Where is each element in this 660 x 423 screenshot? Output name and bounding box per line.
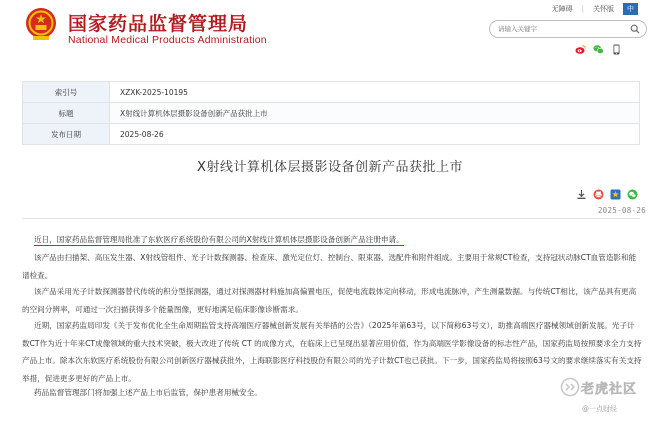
paragraph-4 (22, 317, 642, 387)
paragraph-5-text: 药品监督管理部门将加强上述产品上市后监管，保护患者用械安全。 (34, 388, 262, 397)
article-title: X射线计算机体层摄影设备创新产品获批上市 (197, 160, 463, 175)
table-row (23, 82, 640, 103)
paragraph-3 (22, 283, 642, 318)
publish-date-label: 发布日期 (23, 124, 110, 145)
print-icon[interactable] (593, 185, 604, 196)
site-title-en: National Medical Products Administration (68, 34, 267, 46)
paragraph-2-text: 该产品由扫描架、高压发生器、X射线管组件、光子计数探测器、检查床、激光定位灯、控制台、限束器、选配件和附件组成。主要用于常规CT检查，支持冠状动脉CT血管造影和能谱检查。 (22, 253, 637, 280)
social-icons (575, 40, 622, 51)
metadata-table (22, 81, 640, 145)
paragraph-5 (22, 384, 642, 402)
tiger-logo-icon (560, 377, 580, 397)
publish-date-value: 2025-08-26 (110, 124, 640, 145)
mobile-icon[interactable] (611, 40, 622, 51)
watermark (558, 375, 648, 423)
paragraph-4-text: 近期，国家药监局印发《关于发布优化全生命周期监管支持高端医疗器械创新发展有关举措的公告》（2025年第63号，以下简称63号文），助推高端医疗器械领域创新发展。光子计数CT作为近十年来CT成像领域的重大技术突破，极大改进了传统 CT 的成像方式，在临床上已呈现出显著应用价值，作为高端医学影像设备的标志性产品，国家药监局按照要求全力支持产品上市。除本次东软医疗系统股份有限公司创新医疗器械获批外，上海联影医疗科技股份有限公司的光子计数CT也已获批。下一步，国家药监局将按照63号文的要求继续落实有关支持举措，促进更多更好的产品上市。 (22, 321, 642, 383)
paragraph-2 (22, 249, 642, 284)
wechat-icon[interactable] (593, 40, 604, 51)
search-box[interactable] (489, 20, 647, 38)
share-icon[interactable] (627, 185, 638, 196)
care-mode-link[interactable]: 关怀版 (593, 5, 614, 13)
link-separator: | (581, 5, 584, 13)
index-number-label: 索引号 (23, 82, 110, 103)
site-header (0, 0, 660, 60)
article-tools (576, 185, 638, 196)
title-value: X射线计算机体层摄影设备创新产品获批上市 (110, 103, 640, 124)
table-row (23, 103, 640, 124)
favorite-icon[interactable] (610, 185, 621, 196)
site-title-cn[interactable]: 国家药品监督管理局 (68, 13, 249, 35)
language-button[interactable]: 中 (623, 3, 638, 15)
search-input[interactable] (498, 23, 628, 35)
weibo-icon[interactable] (575, 40, 586, 51)
article-date: 2025-08-26 (597, 206, 646, 215)
watermark-text: 老虎社区 (581, 382, 638, 397)
watermark-subtext: @一点财经 (582, 405, 617, 413)
table-row (23, 124, 640, 145)
accessibility-link[interactable]: 无障碍 (551, 5, 573, 13)
search-icon[interactable] (630, 24, 640, 34)
divider (22, 218, 640, 219)
title-label: 标题 (23, 103, 110, 124)
top-links (552, 3, 638, 15)
paragraph-1 (22, 231, 642, 249)
download-icon[interactable] (576, 185, 587, 196)
paragraph-3-text: 该产品采用光子计数探测器替代传统的积分型探测器，通过对探测器材料施加高偏置电压，促使电流载体定向移动，形成电流脉冲，产生测量数据。与传统CT相比，该产品具有更高的空间分辨率，可通过一次扫描获得多个能量图像，更好地满足临床影像诊断需求。 (22, 287, 637, 314)
index-number-value: XZXK-2025-10195 (110, 82, 640, 103)
highlighted-sentence: 近日，国家药品监督管理局批准了东软医疗系统股份有限公司的X射线计算机体层摄影设备创新产品注册申请。 (34, 235, 404, 244)
national-emblem-icon (25, 6, 57, 42)
